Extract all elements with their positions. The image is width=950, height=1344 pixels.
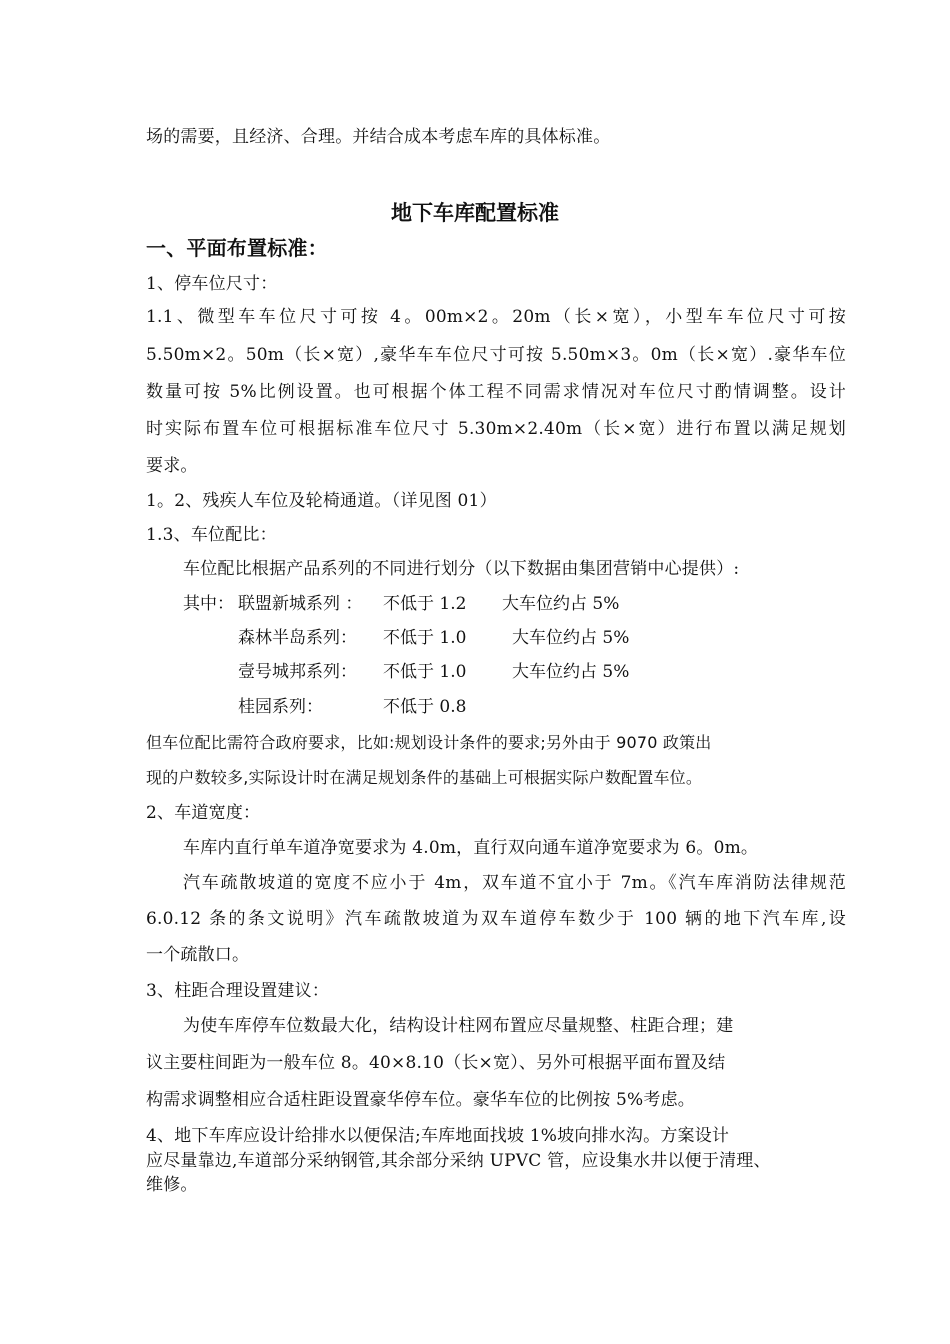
ratio-min: 不低于 1.0 xyxy=(383,628,467,648)
paragraph-line: 应尽量靠边,车道部分采纳钢管,其余部分采纳 UPVC 管，应设集水井以便于清理、 xyxy=(146,1151,771,1171)
paragraph-line: 议主要柱间距为一般车位 8。40×8.10（长×宽）、另外可根据平面布置及结 xyxy=(146,1053,726,1073)
paragraph-line: 现的户数较多,实际设计时在满足规划条件的基础上可根据实际户数配置车位。 xyxy=(146,768,703,787)
subsection-1-3: 1.3、车位配比： xyxy=(146,525,277,545)
ratio-large: 大车位约占 5% xyxy=(512,628,630,648)
paragraph-line: 汽车疏散坡道的宽度不应小于 4m，双车道不宜小于 7m。《汽车库消防法律规范 xyxy=(183,873,846,893)
ratio-series: 联盟新城系列 ： xyxy=(238,594,363,614)
page-title: 地下车库配置标准 xyxy=(391,201,559,225)
paragraph-line: 时实际布置车位可根据标准车位尺寸 5.30m×2.40m（长×宽）进行布置以满足规划 xyxy=(146,419,846,439)
ratio-series: 壹号城邦系列： xyxy=(238,662,357,682)
ratio-intro: 车位配比根据产品系列的不同进行划分（以下数据由集团营销中心提供）: xyxy=(183,559,740,579)
ratio-large: 大车位约占 5% xyxy=(512,662,630,682)
paragraph-line: 一个疏散口。 xyxy=(146,945,250,965)
intro-tail-text: 场的需要，且经济、合理。并结合成本考虑车库的具体标准。 xyxy=(146,127,611,147)
paragraph-line: 要求。 xyxy=(146,456,198,476)
paragraph-line: 1.1、微型车车位尺寸可按 4。00m×2。20m（长×宽），小型车车位尺寸可按 xyxy=(146,307,846,327)
paragraph-line: 数量可按 5%比例设置。也可根据个体工程不同需求情况对车位尺寸酌情调整。设计 xyxy=(146,382,846,402)
paragraph-line: 车库内直行单车道净宽要求为 4.0m，直行双向通车道净宽要求为 6。0m。 xyxy=(183,838,759,858)
ratio-large: 大车位约占 5% xyxy=(502,594,620,614)
subsection-1-2: 1。2、残疾人车位及轮椅通道。（详见图 01） xyxy=(146,491,497,511)
paragraph-line: 为使车库停车位数最大化，结构设计柱网布置应尽量规整、柱距合理；建 xyxy=(183,1016,734,1036)
paragraph-line: 4、地下车库应设计给排水以便保洁;车库地面找坡 1%坡向排水沟。方案设计 xyxy=(146,1126,730,1146)
paragraph-line: 维修。 xyxy=(146,1175,198,1195)
subsection-1: 1、停车位尺寸： xyxy=(146,274,278,294)
paragraph-line: 5.50m×2。50m（长×宽）,豪华车车位尺寸可按 5.50m×3。0m（长×宽）.豪华车位 xyxy=(146,345,846,365)
ratio-series: 桂园系列： xyxy=(238,697,323,717)
paragraph-line: 6.0.12 条的条文说明》汽车疏散坡道为双车道停车数少于 100 辆的地下汽车库,设 xyxy=(146,909,846,929)
ratio-prefix: 其中： xyxy=(183,594,234,614)
ratio-min: 不低于 0.8 xyxy=(383,697,467,717)
section-2: 2、车道宽度： xyxy=(146,803,261,823)
paragraph-line: 构需求调整相应合适柱距设置豪华停车位。豪华车位的比例按 5%考虑。 xyxy=(146,1090,695,1110)
section-3: 3、柱距合理设置建议： xyxy=(146,981,330,1001)
paragraph-line: 但车位配比需符合政府要求，比如:规划设计条件的要求;另外由于 9070 政策出 xyxy=(146,733,712,752)
section1-heading: 一、平面布置标准： xyxy=(146,236,328,260)
ratio-min: 不低于 1.2 xyxy=(383,594,467,614)
ratio-series: 森林半岛系列： xyxy=(238,628,357,648)
ratio-min: 不低于 1.0 xyxy=(383,662,467,682)
